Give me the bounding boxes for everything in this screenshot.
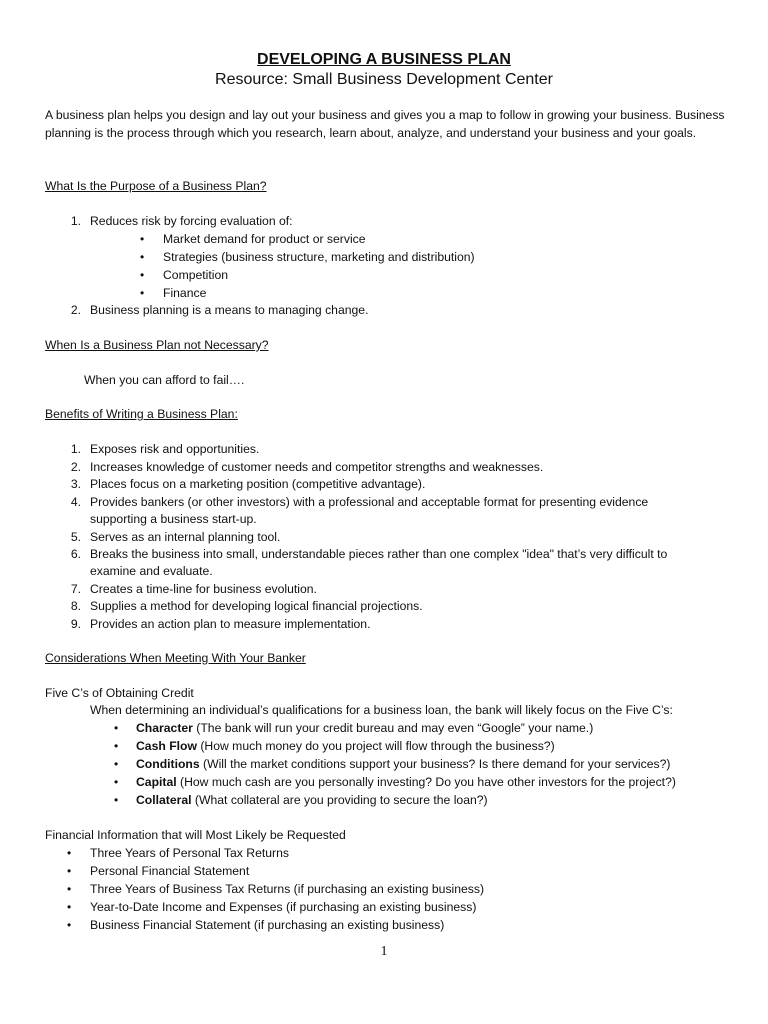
list-number: 2. xyxy=(70,460,81,474)
banker-heading: Considerations When Meeting With Your Banker xyxy=(45,651,306,665)
list-number: 6. xyxy=(70,547,81,561)
bullet-icon: • xyxy=(140,232,145,246)
page-title: DEVELOPING A BUSINESS PLAN xyxy=(257,51,511,68)
list-number: 1. xyxy=(70,442,81,456)
bullet-icon: • xyxy=(140,268,145,282)
bullet-icon: • xyxy=(67,882,72,896)
list-item-continuation: examine and evaluate. xyxy=(90,564,213,578)
bullet-icon: • xyxy=(114,793,119,807)
page-number: 1 xyxy=(380,944,388,959)
not-necessary-heading: When Is a Business Plan not Necessary? xyxy=(45,338,269,352)
five-cs-intro: When determining an individual’s qualifications for a business loan, the bank will likely focus on the Five C’s: xyxy=(90,703,673,717)
benefits-heading: Benefits of Writing a Business Plan: xyxy=(45,407,238,421)
list-number: 3. xyxy=(70,477,81,491)
purpose-heading: What Is the Purpose of a Business Plan? xyxy=(45,179,267,193)
bullet-icon: • xyxy=(114,739,119,753)
not-necessary-text: When you can afford to fail…. xyxy=(84,373,245,387)
bullet-icon: • xyxy=(67,864,72,878)
financial-heading: Financial Information that will Most Likely be Requested xyxy=(45,828,346,842)
bullet-icon: • xyxy=(140,250,145,264)
list-item-continuation: supporting a business start-up. xyxy=(90,512,257,526)
list-number: 9. xyxy=(70,617,81,631)
page-subtitle: Resource: Small Business Development Center xyxy=(215,71,553,88)
bullet-icon: • xyxy=(114,757,119,771)
list-number: 2. xyxy=(70,303,81,317)
list-number: 8. xyxy=(70,599,81,613)
list-number: 5. xyxy=(70,530,81,544)
bullet-icon: • xyxy=(67,918,72,932)
list-number: 7. xyxy=(70,582,81,596)
list-number: 4. xyxy=(70,495,81,509)
five-cs-title: Five C’s of Obtaining Credit xyxy=(45,686,194,700)
bullet-icon: • xyxy=(67,846,72,860)
bullet-icon: • xyxy=(140,286,145,300)
bullet-icon: • xyxy=(114,721,119,735)
bullet-icon: • xyxy=(114,775,119,789)
intro-paragraph: A business plan helps you design and lay out your business and gives you a map to follow in growing your business. Business planning is the process through which you research, learn about, analyze, and understand your business and your goals. xyxy=(45,108,725,140)
document-page: DEVELOPING A BUSINESS PLAN Resource: Small Business Development Center A business plan helps you design and lay out your business and gives you a map to follow in growing your business. Business planning is the process through which you research, learn about, analyze, and understand your business and your goals. What Is the Purpose of a Business Plan? 1. Reduces risk by forcing evaluation of: • Market demand for product or service • Strategies (business structure, marketing and distribution) • Competition • Finance 2. Business planning is a means to managing change. When Is a Business Plan not Necessary? When you can afford to fail…. Benefits of Writing a Business Plan: 1. Exposes risk and opportunities. 2. Increases knowledge of customer needs and competitor strengths and weaknesses. 3. Places focus on a marketing position (competitive advantage). 4. Provides bankers (or other investors) with a professional and acceptable format for presenting evidence supporting a business start-up. 5. Serves as an internal planning tool. 6. Breaks the business into small, understandable pieces rather than one complex "idea" that’s very difficult to examine and evaluate. 7. Creates a time-line for business evolution. 8. Supplies a method for developing logical financial projections. 9. Provides an action plan to measure implementation. Considerations When Meeting With Your Banker Five C’s of Obtaining Credit When determining an individual’s qualifications for a business loan, the bank will likely focus on the Five C’s: • Character (The bank will run your credit bureau and may even “Google” your name.) • Cash Flow (How much money do you project will flow through the business?) • Conditions (Will the market conditions support your business? Is there demand for your services?) • Capital (How much cash are you personally investing? Do you have other investors for the project?) • Collateral (What collateral are you providing to secure the loan?) Financial Information that will Most Likely be Requested • Three Years of Personal Tax Returns • Personal Financial Statement • Three Years of Business Tax Returns (if purchasing an existing business) • Year-to-Date Income and Expenses (if purchasing an existing business) • Business Financial Statement (if purchasing an existing business) 1 xyxy=(0,0,768,1024)
bullet-icon: • xyxy=(67,900,72,914)
list-number: 1. xyxy=(70,214,81,228)
